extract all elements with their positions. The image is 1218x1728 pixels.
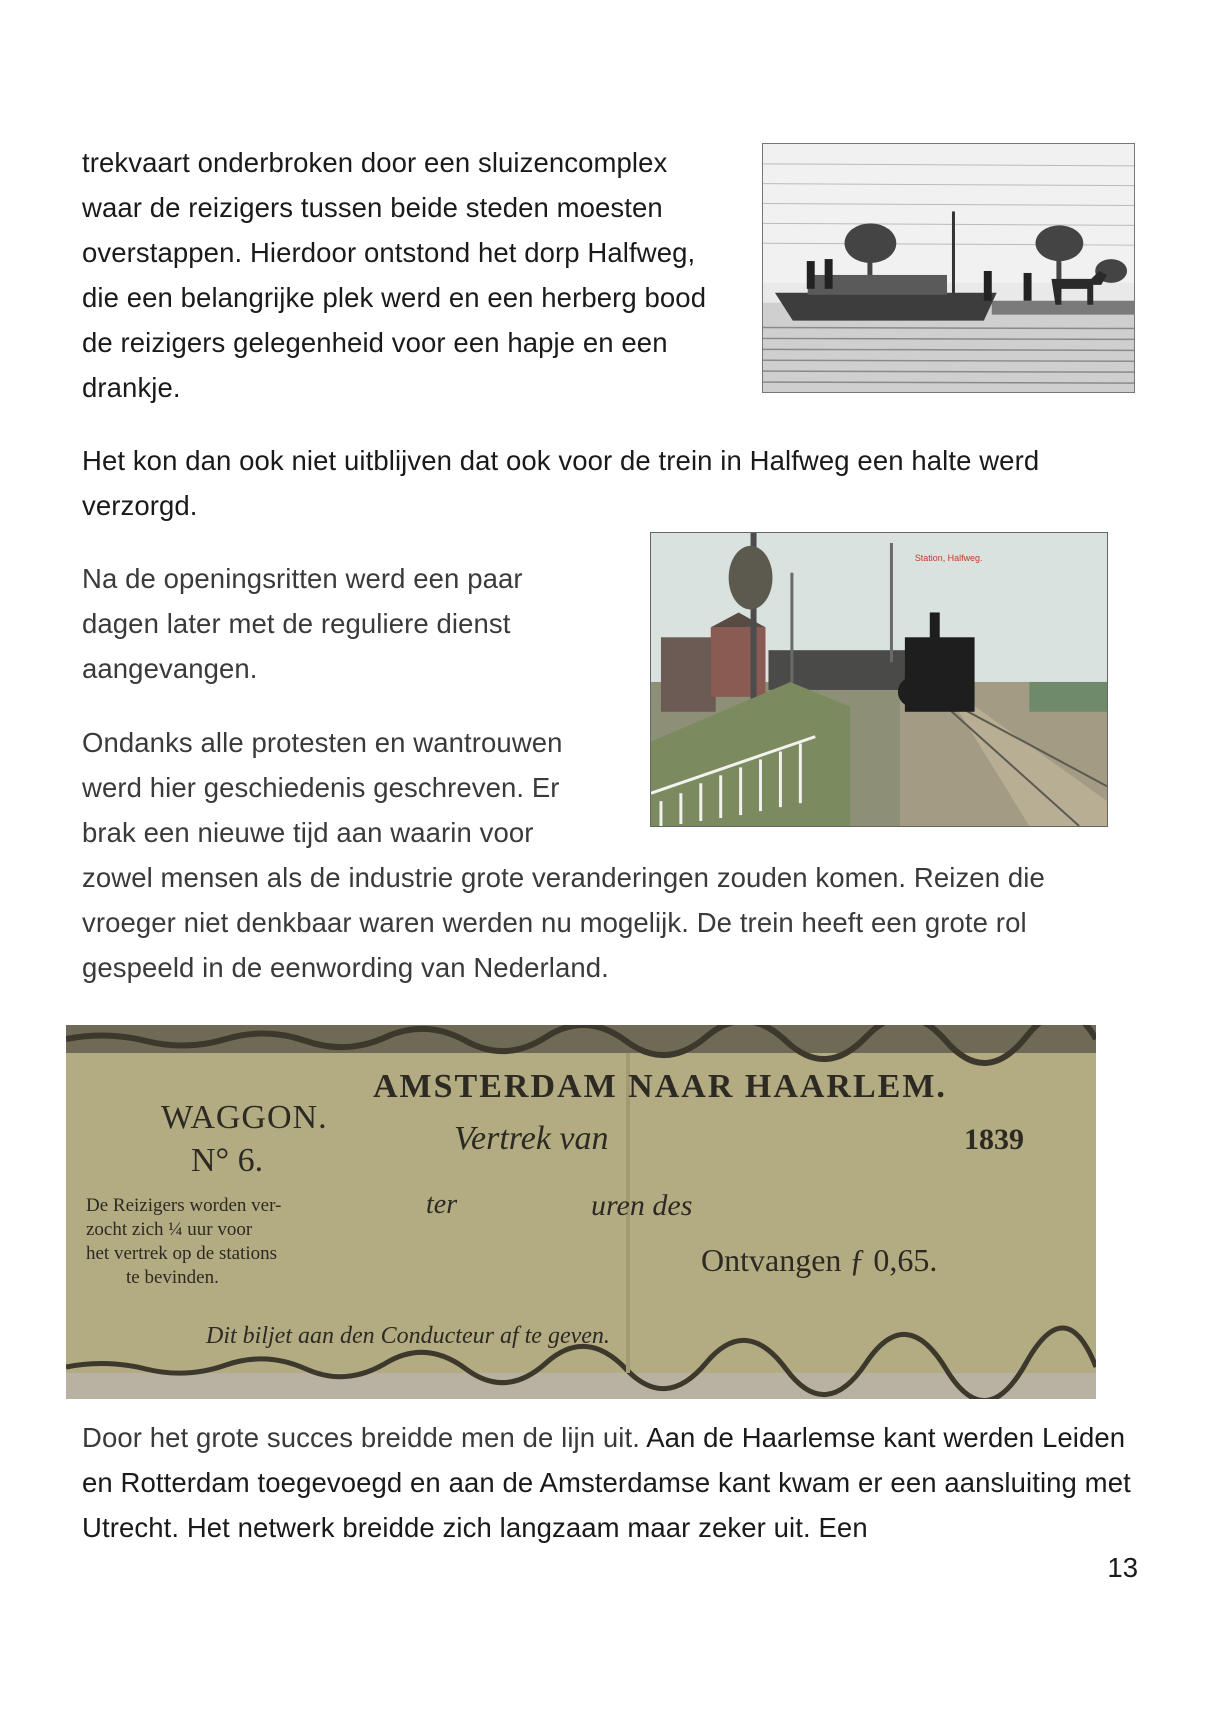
paragraph-uitbreiding (82, 1415, 1142, 1550)
ticket-vertrek: Vertrek van (454, 1120, 609, 1157)
paragraph-halte: Het kon dan ook niet uitblijven dat ook voor de trein in Halfweg een halte werd verzorgd. (82, 445, 1040, 521)
engraving-trekschuit-image (762, 143, 1135, 393)
ticket-instruction-line: De Reizigers worden ver- (86, 1195, 282, 1216)
ticket-waggon: WAGGON. (161, 1099, 328, 1136)
ticket-route: AMSTERDAM NAAR HAARLEM. (373, 1068, 947, 1105)
paragraph-uitbreiding-rest: Aan de Haarlemse kant werden Leiden en Rotterdam toegevoegd en aan de Amsterdamse kant kwam er een aansluiting met Utrecht. Het netwerk breidde zich langzaam maar zeker uit. Een (82, 1422, 1131, 1543)
paragraph-openingsritten: Na de openingsritten werd een paar dagen later met de reguliere dienst aangevangen. (82, 563, 523, 684)
ticket-number: N° 6. (191, 1142, 264, 1179)
postcard-caption: Station, Halfweg. (914, 552, 983, 563)
ticket-price: Ontvangen ƒ 0,65. (701, 1242, 938, 1278)
train-ticket-image (66, 1025, 1096, 1399)
ticket-ter: ter (426, 1189, 458, 1220)
ticket-instruction-line: zocht zich ¼ uur voor (86, 1219, 253, 1240)
ticket-instruction-line: het vertrek op de stations (86, 1243, 278, 1264)
paragraph-protesten-continued: zowel mensen als de industrie grote veranderingen zouden komen. Reizen die vroeger niet denkbaar waren werden nu mogelijk. De trein heeft een grote rol gespeeld in de eenwording van Nederland. (82, 862, 1045, 983)
ticket-instruction-line: te bevinden. (126, 1267, 219, 1288)
ticket-uren: uren des (591, 1189, 693, 1222)
ticket-footer: Dit biljet aan den Conducteur af te geven. (206, 1323, 610, 1349)
paragraph-uitbreiding-lead: Door het grote succes breidde men de lijn uit. (82, 1422, 640, 1453)
ticket-year: 1839 (964, 1123, 1024, 1156)
page-number: 13 (1107, 1552, 1138, 1583)
station-halfweg-postcard (650, 532, 1108, 827)
paragraph-protesten-intro: Ondanks alle protesten en wantrouwen werd hier geschiedenis geschreven. Er brak een nieuwe tijd aan waarin voor (82, 727, 563, 848)
paragraph-trekvaart: trekvaart onderbroken door een sluizencomplex waar de reizigers tussen beide steden moesten overstappen. Hierdoor ontstond het dorp Halfweg, die een belangrijke plek werd en een herberg bood de reizigers gelegenheid voor een hapje en een drankje. (82, 147, 707, 403)
